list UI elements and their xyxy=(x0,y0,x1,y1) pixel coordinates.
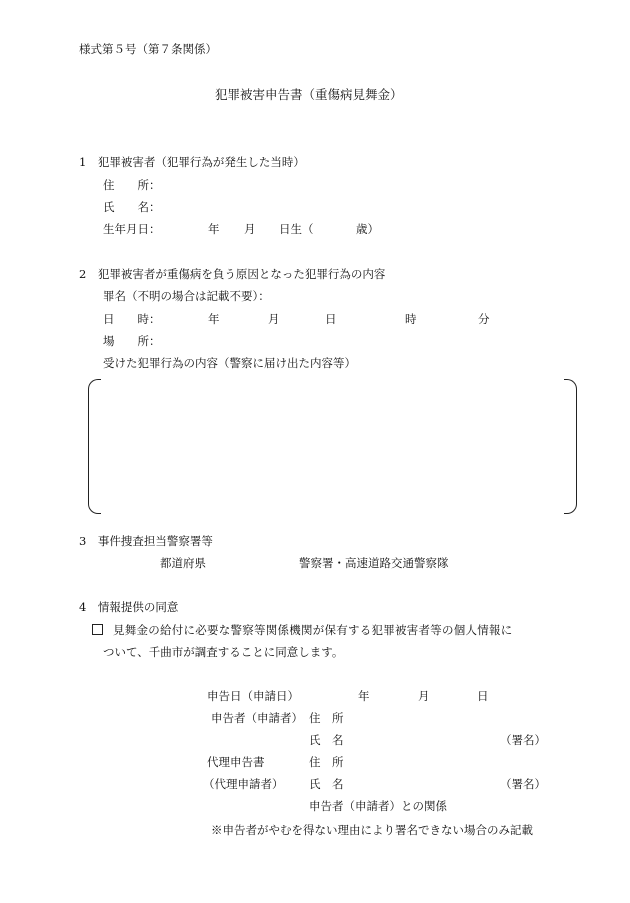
birth-year-label: 年 xyxy=(208,222,220,236)
crime-hour-label: 時 xyxy=(405,312,417,326)
consent-text-line-1: 見舞金の給付に必要な警察等関係機関が保有する犯罪被害者等の個人情報に xyxy=(113,623,513,637)
age-label: 歳） xyxy=(356,222,379,236)
applicant-label: 申告者（申請者） xyxy=(211,711,303,725)
relation-label: 申告者（申請者）との関係 xyxy=(309,799,447,813)
agent-address-label: 住 所 xyxy=(309,755,344,769)
filing-year-label: 年 xyxy=(358,689,370,703)
victim-name-label: 氏 名： xyxy=(103,200,161,214)
birthdate-label: 生年月日： xyxy=(103,222,161,236)
crime-place-label: 場 所： xyxy=(103,334,161,348)
crime-month-label: 月 xyxy=(268,312,280,326)
content-entry-bracket-right xyxy=(564,379,577,514)
police-station-label: 警察署・高速道路交通警察隊 xyxy=(299,556,449,570)
page-title: 犯罪被害申告書（重傷病見舞金） xyxy=(215,87,403,102)
content-entry-bracket-left xyxy=(88,379,101,514)
birth-day-label: 日生（ xyxy=(279,222,314,236)
consent-text-line-2: ついて、千曲市が調査することに同意します。 xyxy=(103,645,344,659)
crime-year-label: 年 xyxy=(208,312,220,326)
crime-day-label: 日 xyxy=(325,312,337,326)
applicant-name-label: 氏 名 xyxy=(309,733,344,747)
prefecture-label: 都道府県 xyxy=(160,556,206,570)
crime-name-label: 罪名（不明の場合は記載不要）： xyxy=(103,289,270,303)
agent-applicant-label: （代理申請者） xyxy=(203,777,284,791)
applicant-signature-label: （署名） xyxy=(500,733,546,747)
crime-minute-label: 分 xyxy=(478,312,490,326)
crime-datetime-label: 日 時： xyxy=(103,312,161,326)
agent-label: 代理申告書 xyxy=(207,755,265,769)
signature-note: ※申告者がやむを得ない理由により署名できない場合のみ記載 xyxy=(211,823,533,837)
section-1-heading: 1 犯罪被害者（犯罪行為が発生した当時） xyxy=(79,155,305,169)
form-number: 様式第５号（第７条関係） xyxy=(79,42,217,56)
filing-month-label: 月 xyxy=(418,689,430,703)
section-4-heading: 4 情報提供の同意 xyxy=(79,600,179,614)
filing-date-label: 申告日（申請日） xyxy=(207,689,299,703)
victim-address-label: 住 所： xyxy=(103,178,161,192)
filing-day-label: 日 xyxy=(477,689,489,703)
section-3-heading: 3 事件捜査担当警察署等 xyxy=(79,534,213,548)
consent-checkbox[interactable] xyxy=(92,624,103,635)
birth-month-label: 月 xyxy=(244,222,256,236)
agent-name-label: 氏 名 xyxy=(309,777,344,791)
agent-signature-label: （署名） xyxy=(500,777,546,791)
crime-content-label: 受けた犯罪行為の内容（警察に届け出た内容等） xyxy=(103,356,356,370)
applicant-address-label: 住 所 xyxy=(309,711,344,725)
section-2-heading: 2 犯罪被害者が重傷病を負う原因となった犯罪行為の内容 xyxy=(79,267,386,281)
